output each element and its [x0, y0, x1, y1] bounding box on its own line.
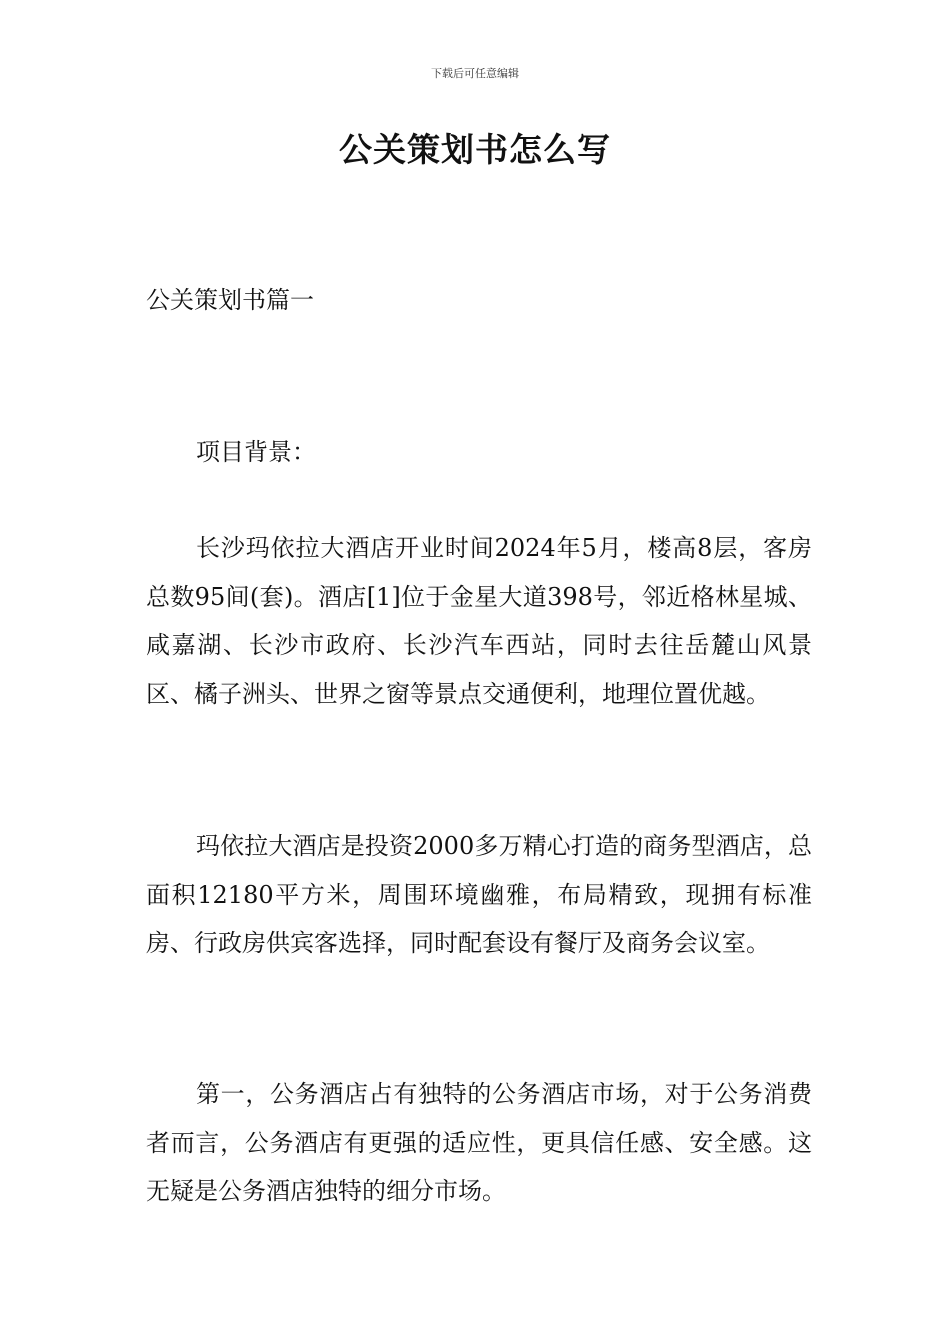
document-title: 公关策划书怎么写	[339, 130, 611, 169]
header-note: 下载后可任意编辑	[431, 67, 519, 80]
paragraph-hotel-location: 长沙玛依拉大酒店开业时间2024年5月，楼高8层，客房总数95间(套)。酒店[1]位于金星大道398号，邻近格林星城、咸嘉湖、长沙市政府、长沙汽车西站，同时去往岳麓山风景区、橘子洲头、世界之窗等景点交通便利，地理位置优越。	[146, 534, 812, 708]
paragraph-business-market: 第一，公务酒店占有独特的公务酒店市场，对于公务消费者而言，公务酒店有更强的适应性，更具信任感、安全感。这无疑是公务酒店独特的细分市场。	[146, 1080, 812, 1205]
paragraph-hotel-investment: 玛依拉大酒店是投资2000多万精心打造的商务型酒店，总面积12180平方米，周围环境幽雅，布局精致，现拥有标准房、行政房供宾客选择，同时配套设有餐厅及商务会议室。	[146, 832, 812, 957]
paragraph-background-label: 项目背景：	[196, 438, 316, 466]
section-heading: 公关策划书篇一	[146, 286, 314, 314]
